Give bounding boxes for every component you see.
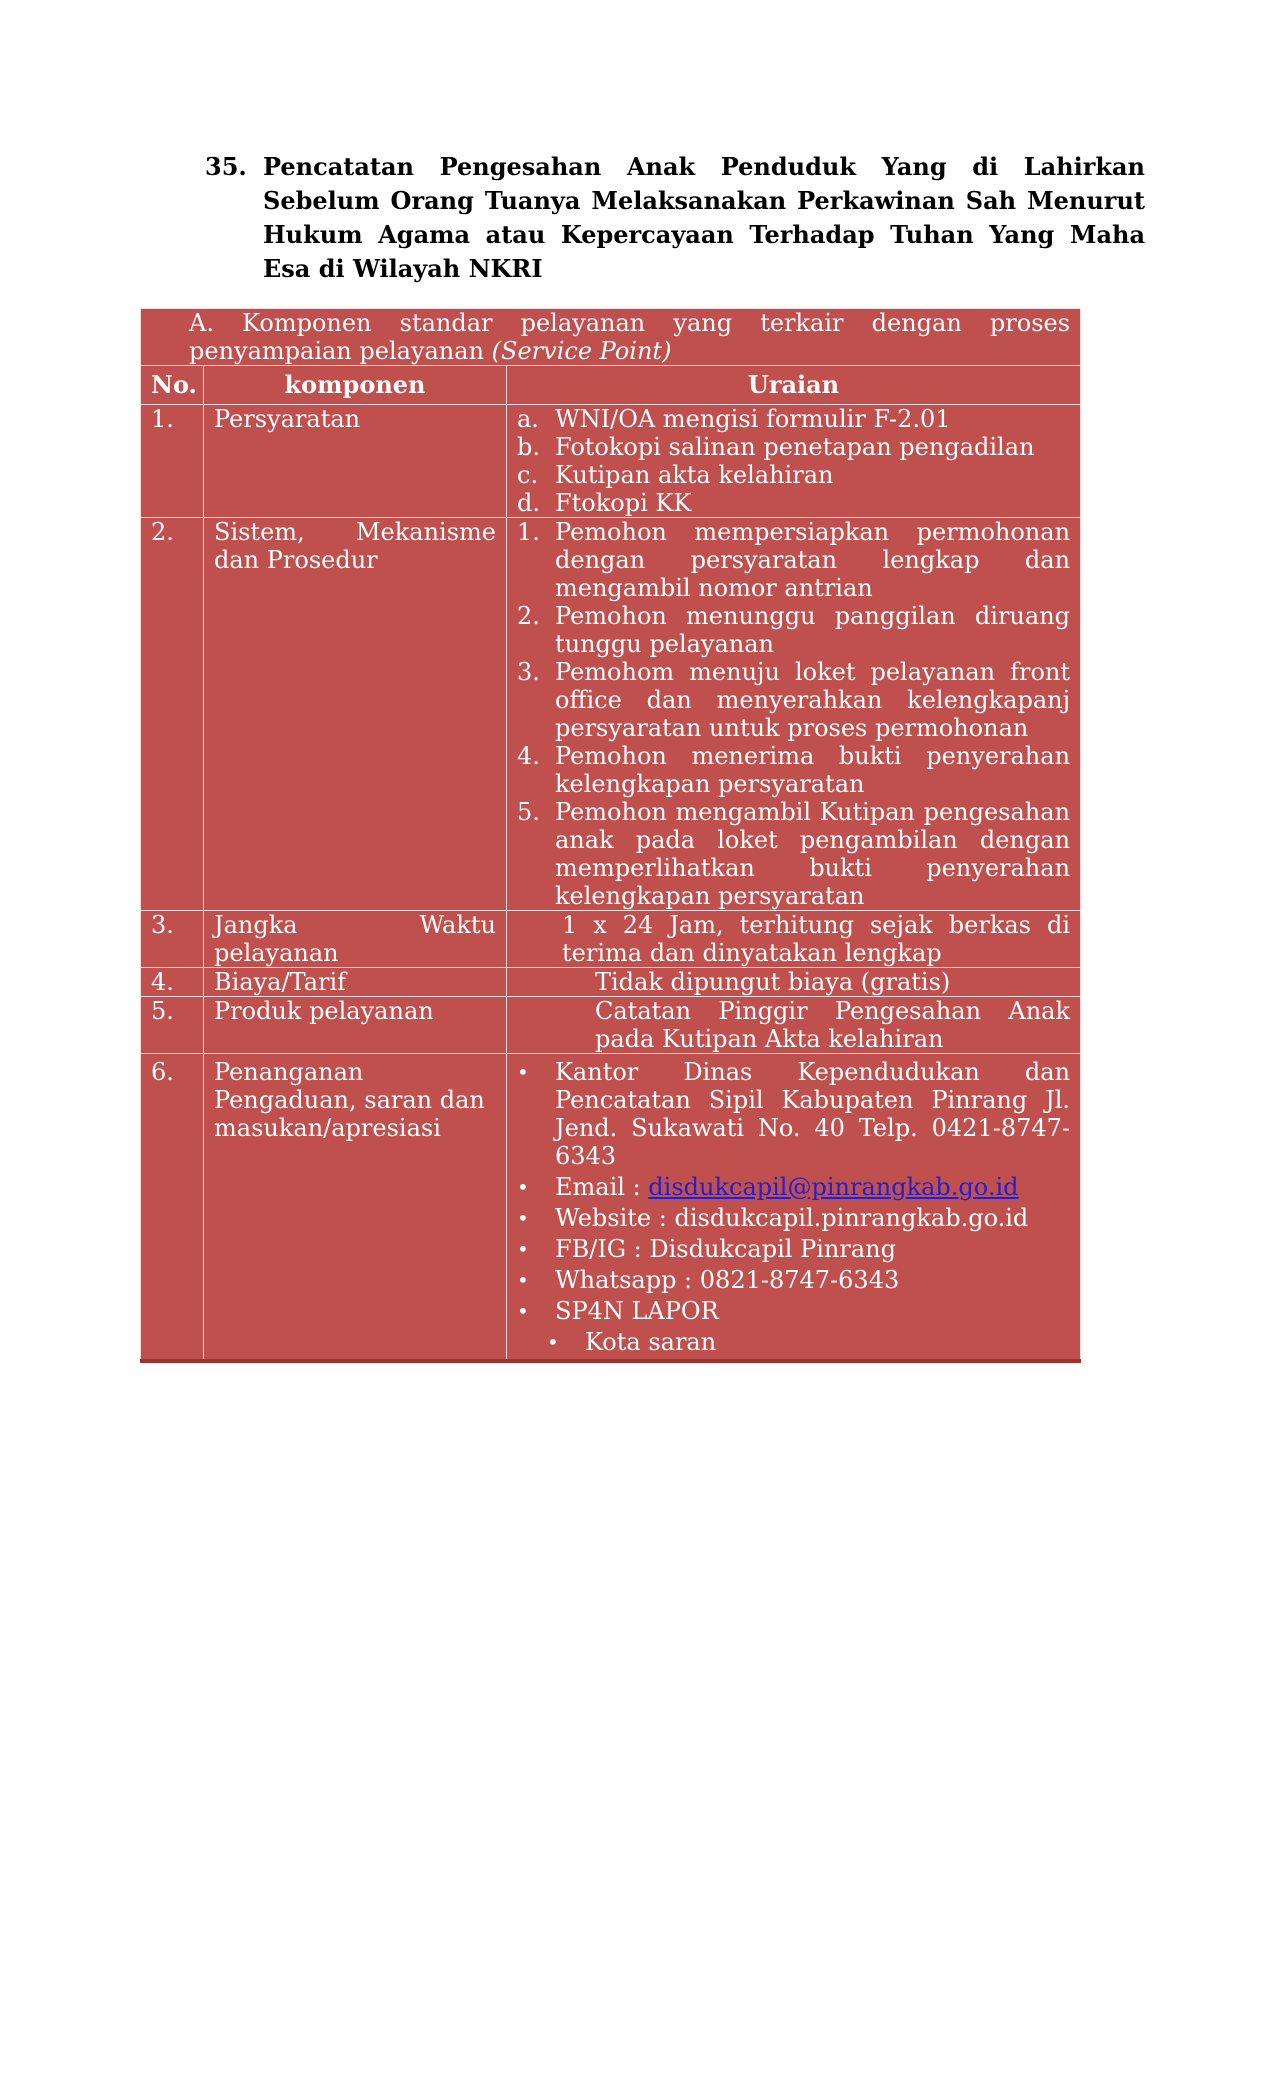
- list-item: [517, 405, 1070, 433]
- row-no: 3.: [141, 911, 204, 968]
- email-link[interactable]: disdukcapil@pinrangkab.go.id: [648, 1173, 1019, 1201]
- row-komponen: Sistem, Mekanisme dan Prosedur: [204, 518, 507, 911]
- list-text: Kutipan akta kelahiran: [555, 461, 834, 489]
- caption-service-point: (Service Point): [491, 337, 672, 365]
- table-row: [141, 911, 1081, 968]
- list-item: [517, 1058, 1070, 1170]
- list-item: [517, 602, 1070, 658]
- bullet-icon: •: [517, 1268, 529, 1292]
- row-no: 2.: [141, 518, 204, 911]
- list-text: Ftokopi KK: [555, 489, 692, 517]
- contact-office: Kantor Dinas Kependudukan dan Pencatatan Sipil Kabupaten Pinrang Jl. Jend. Sukawati No. 40 Telp. 0421-8747-6343: [555, 1058, 1071, 1170]
- section-number: 35.: [205, 152, 247, 181]
- bullet-icon: •: [517, 1060, 529, 1084]
- list-marker: 4.: [517, 742, 540, 770]
- table-caption-row: [141, 309, 1081, 366]
- contact-social: FB/IG : Disdukcapil Pinrang: [555, 1235, 896, 1263]
- bullet-icon: •: [517, 1299, 529, 1323]
- contact-website: Website : disdukcapil.pinrangkab.go.id: [555, 1204, 1029, 1232]
- list-text: Pemohon menunggu panggilan diruang tunggu pelayanan: [555, 602, 1071, 658]
- list-text: Pemohom menuju loket pelayanan front office dan menyerahkan kelengkapanj persyaratan untuk proses permohonan: [555, 658, 1071, 742]
- list-marker: 5.: [517, 798, 540, 826]
- row-komponen: Biaya/Tarif: [204, 968, 507, 997]
- list-text: WNI/OA mengisi formulir F-2.01: [555, 405, 951, 433]
- caption-text: A. Komponen standar pelayanan yang terkair dengan proses penyampaian pelayanan: [189, 309, 1071, 365]
- row-no: 6.: [141, 1054, 204, 1362]
- contact-kota-saran: Kota saran: [585, 1328, 717, 1356]
- contact-sp4n: SP4N LAPOR: [555, 1297, 719, 1325]
- header-komponen: komponen: [204, 366, 507, 405]
- header-no: No.: [141, 366, 204, 405]
- list-marker: b.: [517, 433, 540, 461]
- list-text: Pemohon menerima bukti penyerahan kelengkapan persyaratan: [555, 742, 1071, 798]
- list-marker: c.: [517, 461, 539, 489]
- table-row: [141, 997, 1081, 1054]
- list-item: [517, 489, 1070, 517]
- row-uraian: [507, 518, 1081, 911]
- row-komponen: Jangka Waktu pelayanan: [204, 911, 507, 968]
- list-item: [517, 433, 1070, 461]
- row-uraian: Catatan Pinggir Pengesahan Anak pada Kutipan Akta kelahiran: [507, 997, 1081, 1054]
- header-uraian: Uraian: [507, 366, 1081, 405]
- list-item: [517, 1266, 1070, 1294]
- row-komponen: Produk pelayanan: [204, 997, 507, 1054]
- row-komponen: Persyaratan: [204, 405, 507, 518]
- row-komponen: Penanganan Pengaduan, saran dan masukan/apresiasi: [204, 1054, 507, 1362]
- list-marker: 2.: [517, 602, 540, 630]
- list-item: [517, 461, 1070, 489]
- email-label: Email :: [555, 1173, 641, 1201]
- row-uraian: [507, 405, 1081, 518]
- list-marker: a.: [517, 405, 539, 433]
- table-row: [141, 405, 1081, 518]
- list-item: [517, 742, 1070, 798]
- row-uraian: [507, 1054, 1081, 1362]
- list-item: [517, 798, 1070, 910]
- section-title: Pencatatan Pengesahan Anak Penduduk Yang di Lahirkan Sebelum Orang Tuanya Melaksanakan Perkawinan Sah Menurut Hukum Agama atau Kepercayaan Terhadap Tuhan Yang Maha Esa di Wilayah NKRI: [263, 152, 1145, 283]
- list-text: Pemohon mempersiapkan permohonan dengan persyaratan lengkap dan mengambil nomor antrian: [555, 518, 1071, 602]
- row-no: 1.: [141, 405, 204, 518]
- list-marker: 1.: [517, 518, 540, 546]
- table-row: [141, 1054, 1081, 1362]
- list-text: Fotokopi salinan penetapan pengadilan: [555, 433, 1035, 461]
- list-item: [517, 1173, 1070, 1201]
- list-item: [517, 1204, 1070, 1232]
- contact-whatsapp: Whatsapp : 0821-8747-6343: [555, 1266, 900, 1294]
- list-item: [517, 518, 1070, 602]
- bullet-icon: •: [517, 1206, 529, 1230]
- section-heading: [205, 150, 1145, 286]
- list-item: [517, 1235, 1070, 1263]
- bullet-icon: •: [517, 1237, 529, 1261]
- table-header-row: [141, 366, 1081, 405]
- bullet-icon: •: [547, 1330, 559, 1354]
- row-no: 5.: [141, 997, 204, 1054]
- list-item: [517, 1297, 1070, 1325]
- row-uraian: 1 x 24 Jam, terhitung sejak berkas di terima dan dinyatakan lengkap: [507, 911, 1081, 968]
- list-item: [517, 658, 1070, 742]
- bullet-icon: •: [517, 1175, 529, 1199]
- service-standard-table: [140, 308, 1081, 1363]
- list-text: Pemohon mengambil Kutipan pengesahan anak pada loket pengambilan dengan memperlihatkan bukti penyerahan kelengkapan persyaratan: [555, 798, 1071, 910]
- table-caption: [141, 309, 1081, 366]
- list-marker: d.: [517, 489, 540, 517]
- table-row: [141, 518, 1081, 911]
- list-item: [517, 1328, 1070, 1356]
- list-marker: 3.: [517, 658, 540, 686]
- table-row: [141, 968, 1081, 997]
- row-uraian: Tidak dipungut biaya (gratis): [507, 968, 1081, 997]
- row-no: 4.: [141, 968, 204, 997]
